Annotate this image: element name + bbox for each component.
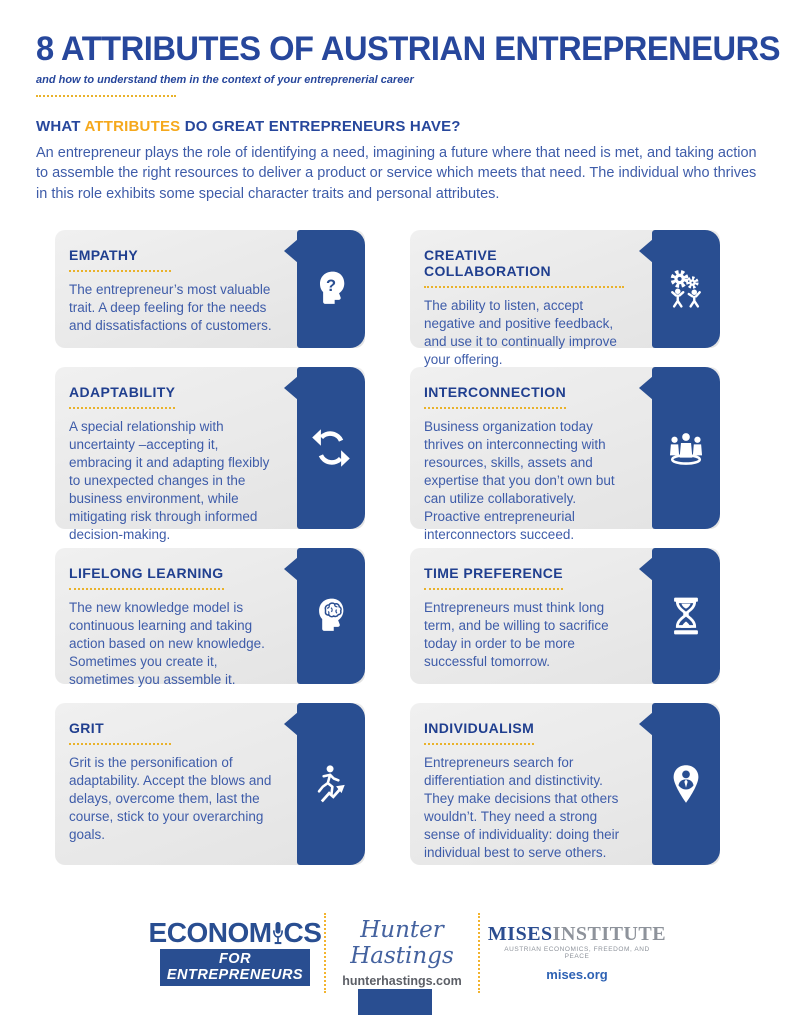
hourglass-icon xyxy=(664,594,708,638)
card-title: INDIVIDUALISM xyxy=(424,720,534,745)
page-title: 8 ATTRIBUTES OF AUSTRIAN ENTREPRENEURS xyxy=(36,30,781,68)
card-grit xyxy=(55,703,365,865)
mises-institute-logo xyxy=(478,913,674,993)
card-text: The ability to listen, accept negative and positive feedback, and use it to continually improve your offering. xyxy=(424,297,617,367)
icon-panel xyxy=(652,703,720,865)
icon-panel xyxy=(297,548,365,684)
card-text: Entrepreneurs search for differentiation and distinctivity. They make decisions that others wouldn’t. They need a strong sense of individuality: doing their individual best to serve others. xyxy=(424,754,620,860)
mises-tagline: AUSTRIAN ECONOMICS, FREEDOM, AND PEACE xyxy=(504,945,650,960)
card-text: Grit is the personification of adaptability. Accept the blows and delays, overcome them, last the course, stick to your overarching goals. xyxy=(69,754,272,842)
card-text: The entrepreneur’s most valuable trait. A deep feeling for the needs and dissatisfactions of customers. xyxy=(69,281,272,333)
for-entrepreneurs-banner: FOR ENTREPRENEURS xyxy=(160,949,310,986)
card-empathy xyxy=(55,230,365,348)
icon-panel xyxy=(652,367,720,529)
card-text: The new knowledge model is continuous learning and taking action based on new knowledge. Sometimes you create it, sometimes you assemble it. xyxy=(69,599,265,687)
section-heading xyxy=(36,118,755,135)
header xyxy=(0,0,791,204)
page-subtitle: and how to understand them in the context of your entreprenerial career xyxy=(36,74,414,86)
icon-panel xyxy=(652,230,720,348)
microphone-icon xyxy=(273,922,283,947)
section-heading-highlight: ATTRIBUTES xyxy=(84,118,181,135)
card-individualism xyxy=(410,703,720,865)
gears-people-icon xyxy=(664,267,708,311)
card-title: EMPATHY xyxy=(69,247,171,272)
dotted-divider xyxy=(36,95,176,97)
card-creative-collaboration xyxy=(410,230,720,367)
card-title: CREATIVE COLLABORATION xyxy=(424,247,624,288)
mises-wordmark-part2: INSTITUTE xyxy=(552,922,667,945)
card-title: TIME PREFERENCE xyxy=(424,565,563,590)
people-group-icon xyxy=(664,426,708,470)
card-title: LIFELONG LEARNING xyxy=(69,565,224,590)
runner-arrow-icon xyxy=(309,762,353,806)
attributes-grid xyxy=(55,230,791,865)
card-title: ADAPTABILITY xyxy=(69,384,175,409)
section-heading-part2: DO GREAT ENTREPRENEURS HAVE? xyxy=(180,118,461,135)
economics-for-entrepreneurs-logo xyxy=(146,913,324,993)
hunter-hastings-signature: Hunter Hastings xyxy=(350,917,454,970)
section-heading-part1: WHAT xyxy=(36,118,85,135)
card-lifelong-learning xyxy=(55,548,365,687)
svg-text:?: ? xyxy=(325,276,337,295)
icon-panel xyxy=(297,703,365,865)
card-title: GRIT xyxy=(69,720,171,745)
card-title: INTERCONNECTION xyxy=(424,384,566,409)
hunter-hastings-logo xyxy=(324,913,478,993)
bottom-blue-mark xyxy=(358,989,432,1015)
mises-url: mises.org xyxy=(546,966,608,982)
icon-panel xyxy=(652,548,720,684)
mises-wordmark-part1: MISES xyxy=(487,922,553,945)
mises-wordmark xyxy=(488,924,666,944)
footer xyxy=(146,913,791,993)
card-time-preference xyxy=(410,548,720,684)
economics-wordmark-part1: ECONOM xyxy=(148,917,272,949)
person-pin-icon xyxy=(664,762,708,806)
economics-wordmark xyxy=(149,919,322,947)
card-text: Entrepreneurs must think long term, and be willing to sacrifice today in order to be more successful tomorrow. xyxy=(424,599,609,669)
hunter-hastings-url: hunterhastings.com xyxy=(342,974,462,989)
card-text: Business organization today thrives on interconnecting with resources, skills, assets and expertise that you don’t own but can utilize collaboratively. Proactive entrepreneurial interconnectors succeed. xyxy=(424,418,615,542)
card-interconnection xyxy=(410,367,720,542)
intro-paragraph: An entrepreneur plays the role of identifying a need, imagining a future where that need is met, and taking action to assemble the right resources to deliver a product or service which meets that need. The individual who thrives in this role exhibits some special character traits and personal attributes. xyxy=(36,145,757,202)
head-question-icon xyxy=(309,267,353,311)
card-adaptability xyxy=(55,367,365,542)
brain-head-icon xyxy=(309,594,353,638)
icon-panel xyxy=(297,367,365,529)
icon-panel xyxy=(297,230,365,348)
economics-wordmark-part2: CS xyxy=(283,917,322,949)
card-text: A special relationship with uncertainty –accepting it, embracing it and adapting flexibly to unexpected changes in the business environment, while mitigating risk through informed decision-making. xyxy=(69,418,270,542)
refresh-arrows-icon xyxy=(309,426,353,470)
